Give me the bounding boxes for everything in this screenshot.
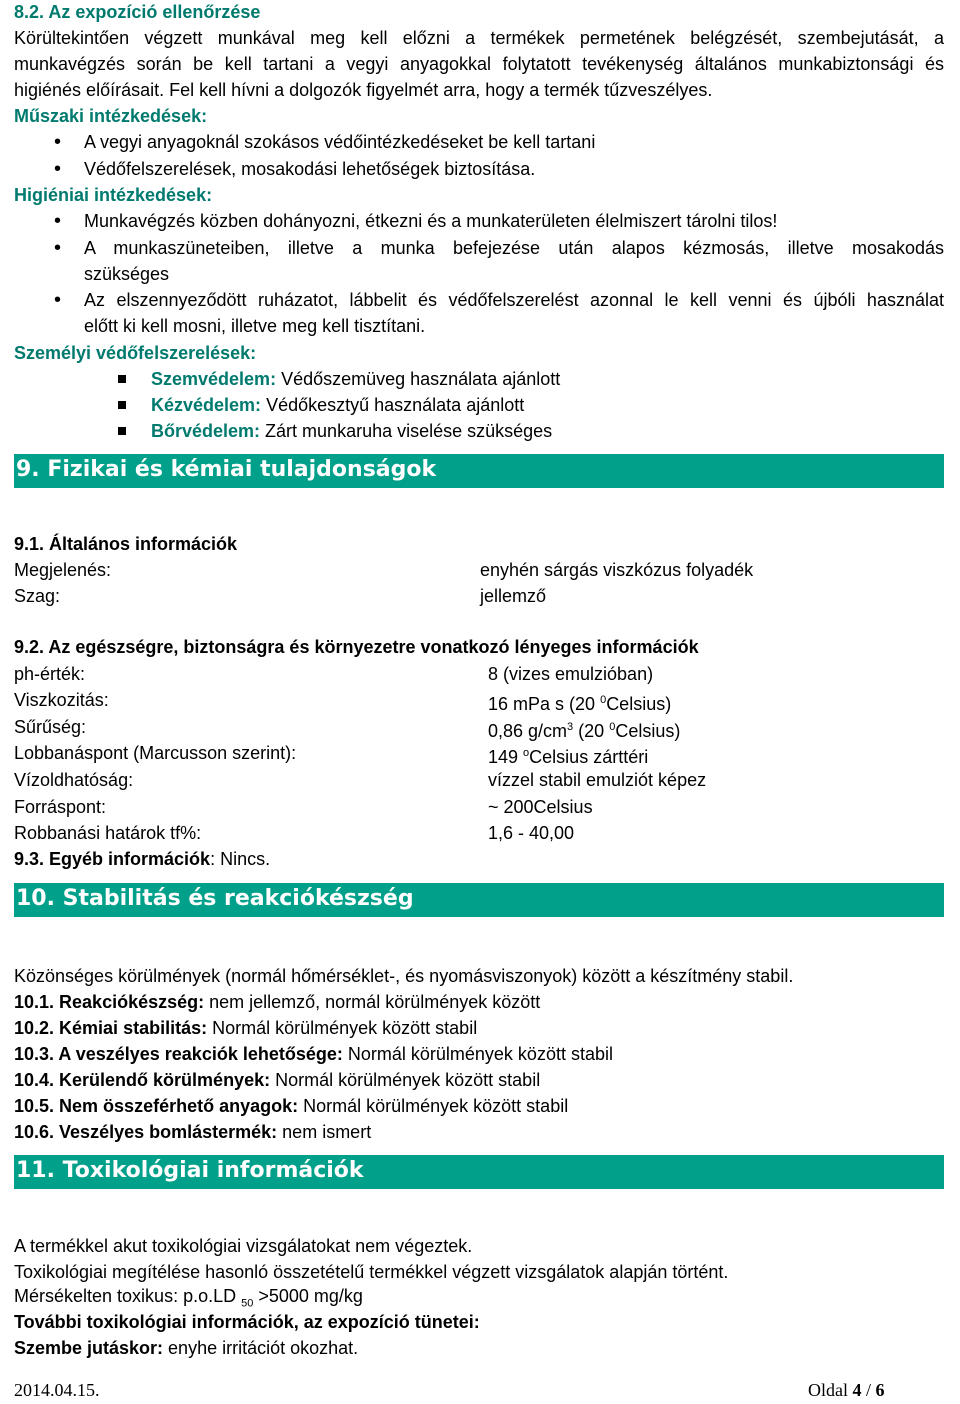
prop-label: Szag: xyxy=(14,586,61,606)
list-item: Védőfelszerelések, mosakodási lehetőségek biztosítása. xyxy=(84,159,536,179)
square-bullet-icon xyxy=(118,427,126,435)
prop-label: Megjelenés: xyxy=(14,560,112,580)
list-item-continuation: előtt ki kell mosni, illetve meg kell tisztítani. xyxy=(84,316,426,336)
tox-eye-line: Szembe jutáskor: enyhe irritációt okozhat. xyxy=(14,1338,359,1358)
list-item: Munkavégzés közben dohányozni, étkezni és a munkaterületen élelmiszert tárolni tilos! xyxy=(84,211,778,231)
square-bullet-icon xyxy=(118,375,126,383)
footer-date: 2014.04.15. xyxy=(14,1380,100,1400)
tox-line: Toxikológiai megítélése hasonló összetételű termékkel végzett vizsgálatok alapján történt. xyxy=(14,1262,729,1282)
section-10-item: 10.6. Veszélyes bomlástermék: nem ismert xyxy=(14,1122,372,1142)
prop-label: Viszkozitás: xyxy=(14,690,109,710)
prop-value: jellemző xyxy=(480,586,547,606)
paragraph-line: munkavégzés során be kell tartani a vegyi anyagokkal folytatott tevékenység általános munkabiztonsági és xyxy=(14,54,944,74)
section-10-intro: Közönséges körülmények (normál hőmérséklet-, és nyomásviszonyok) között a készítmény stabil. xyxy=(14,966,794,986)
bullet-icon: • xyxy=(54,289,62,311)
list-item-continuation: szükséges xyxy=(84,264,170,284)
section-9-3: 9.3. Egyéb információk: Nincs. xyxy=(14,849,271,869)
list-item: A munkaszüneteiben, illetve a munka befejezése után alapos kézmosás, illetve mosakodás xyxy=(84,238,944,258)
prop-value: 149 $^o$Celsius zárttéri xyxy=(488,747,649,767)
muszaki-heading: Műszaki intézkedések: xyxy=(14,106,208,126)
list-item: Az elszennyeződött ruházatot, lábbelit és védőfelszerelést azonnal le kell venni és újbóli használat xyxy=(84,290,944,310)
section-10-item: 10.1. Reakciókészség: nem jellemző, normál körülmények között xyxy=(14,992,541,1012)
section-10-item: 10.5. Nem összeférhető anyagok: Normál körülmények között stabil xyxy=(14,1096,569,1116)
square-bullet-icon xyxy=(118,401,126,409)
section-10-item: 10.3. A veszélyes reakciók lehetősége: Normál körülmények között stabil xyxy=(14,1044,613,1064)
section-11-title: 11. Toxikológiai információk xyxy=(16,1158,364,1183)
prop-label: Robbanási határok tf%: xyxy=(14,823,202,843)
prop-value: ~ 200Celsius xyxy=(488,797,593,817)
tox-line: A termékkel akut toxikológiai vizsgálatokat nem végeztek. xyxy=(14,1236,473,1256)
footer-page-number: Oldal 4 / 6 xyxy=(808,1380,885,1400)
prop-value: 0,86 $g/cm^3$ (20 $^0$Celsius) xyxy=(488,721,681,741)
tox-further-heading: További toxikológiai információk, az expozíció tünetei: xyxy=(14,1312,480,1332)
prop-label: ph-érték: xyxy=(14,664,86,684)
section-9-2-title: 9.2. Az egészségre, biztonságra és környezetre vonatkozó lényeges információk xyxy=(14,637,699,657)
section-8-2-title: 8.2. Az expozíció ellenőrzése xyxy=(14,2,261,22)
section-9-bar xyxy=(14,454,944,488)
paragraph-line: higiénés előírásait. Fel kell hívni a dolgozók figyelmét arra, hogy a termék tűzveszélyes. xyxy=(14,80,713,100)
prop-value: enyhén sárgás viszkózus folyadék xyxy=(480,560,754,580)
prop-value: 16 mPa s (20 $^0$Celsius) xyxy=(488,694,672,714)
prop-label: Vízoldhatóság: xyxy=(14,770,134,790)
prop-value: 1,6 - 40,00 xyxy=(488,823,575,843)
prop-value: vízzel stabil emulziót képez xyxy=(488,770,707,790)
prop-value: 8 (vizes emulzióban) xyxy=(488,664,654,684)
section-10-bar xyxy=(14,883,944,917)
prop-label: Lobbanáspont (Marcusson szerint): xyxy=(14,743,297,763)
ppe-item: Szemvédelem: Védőszemüveg használata ajánlott xyxy=(151,369,561,389)
tox-line: Mérsékelten toxikus: p.o.LD $_{50}$ >5000 mg/kg xyxy=(14,1286,363,1310)
ppe-item: Kézvédelem: Védőkesztyű használata ajánlott xyxy=(151,395,525,415)
section-11-bar xyxy=(14,1155,944,1189)
paragraph-line: Körültekintően végzett munkával meg kell előzni a termékek permetének belégzését, szembejutását, a xyxy=(14,28,944,48)
bullet-icon: • xyxy=(54,131,62,153)
section-10-item: 10.4. Kerülendő körülmények: Normál körülmények között stabil xyxy=(14,1070,541,1090)
section-9-1-title: 9.1. Általános információk xyxy=(14,534,238,554)
szemelyi-heading: Személyi védőfelszerelések: xyxy=(14,343,257,363)
section-10-item: 10.2. Kémiai stabilitás: Normál körülmények között stabil xyxy=(14,1018,478,1038)
prop-label: Sűrűség: xyxy=(14,717,87,737)
bullet-icon: • xyxy=(54,158,62,180)
ppe-item: Bőrvédelem: Zárt munkaruha viselése szükséges xyxy=(151,421,553,441)
list-item: A vegyi anyagoknál szokásos védőintézkedéseket be kell tartani xyxy=(84,132,596,152)
bullet-icon: • xyxy=(54,237,62,259)
bullet-icon: • xyxy=(54,210,62,232)
section-10-title: 10. Stabilitás és reakciókészség xyxy=(16,886,414,911)
section-9-title: 9. Fizikai és kémiai tulajdonságok xyxy=(16,457,437,482)
higieniai-heading: Higiéniai intézkedések: xyxy=(14,185,213,205)
prop-label: Forráspont: xyxy=(14,797,107,817)
